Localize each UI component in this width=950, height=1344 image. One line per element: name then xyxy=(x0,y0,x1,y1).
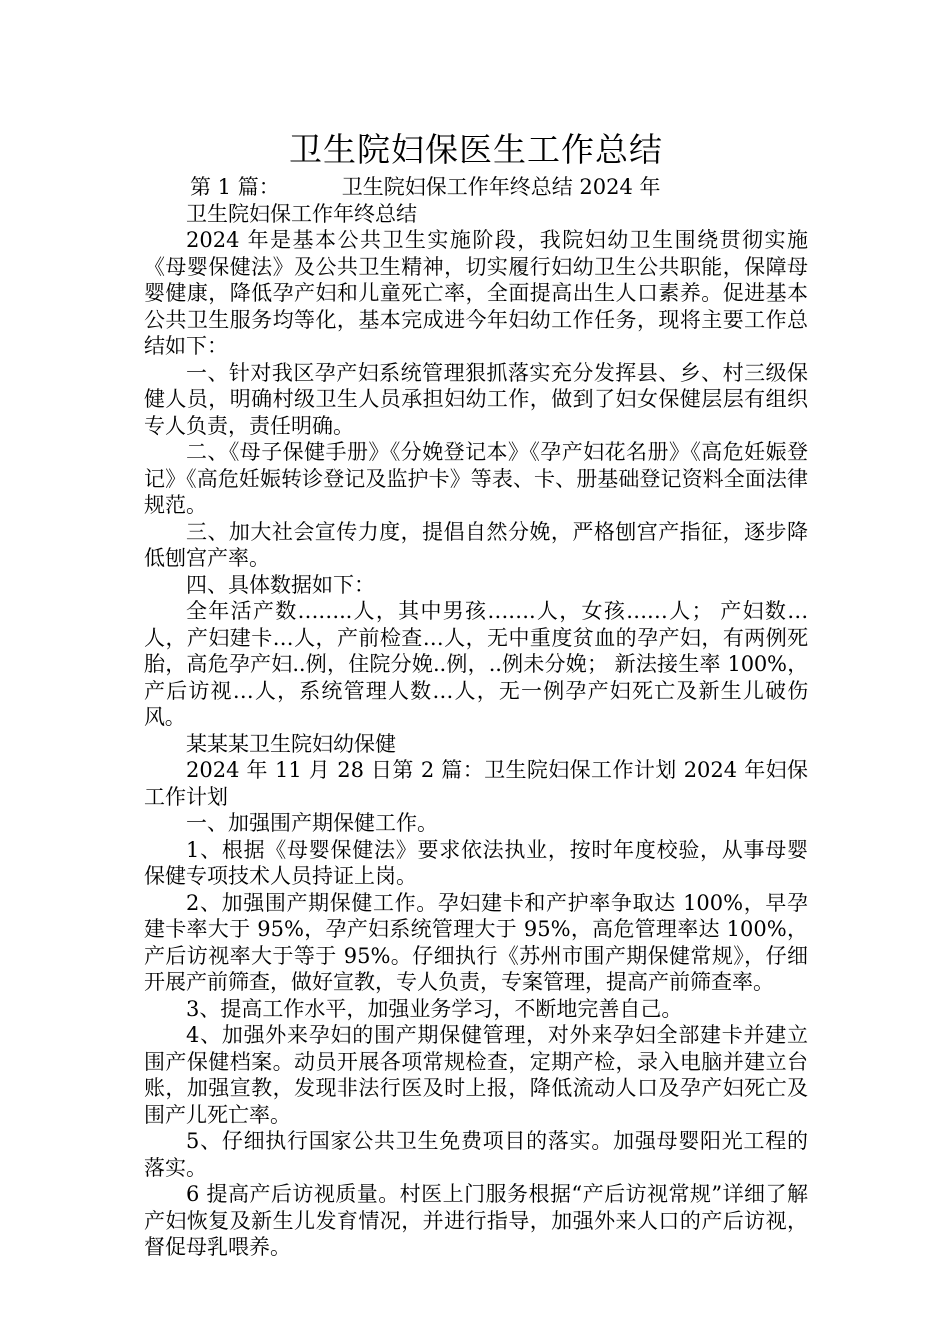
paragraph-plan-4: 4、加强外来孕妇的围产期保健管理，对外来孕妇全部建卡并建立围产保健档案。动员开展各项常规检查，定期产检，录入电脑并建立台账，加强宣教，发现非法行医及时上报，降低流动人口及孕产妇死亡及围产儿死亡率。 xyxy=(144,1023,808,1127)
paragraph-item-2: 二、《母子保健手册》《分娩登记本》《孕产妇花名册》《高危妊娠登记》《高危妊娠转诊登记及监护卡》等表、卡、册基础登记资料全面法律规范。 xyxy=(144,440,808,517)
section-number: 第 1 篇： xyxy=(190,175,280,199)
paragraph-data: 全年活产数……..人，其中男孩…….人，女孩……人； 产妇数…人，产妇建卡…人，产前检查…人，无中重度贫血的孕产妇，有两例死胎，高危孕产妇..例，住院分娩..例，..例未分娩； 新法接生率 100%，产后访视…人，系统管理人数…人，无一例孕产妇死亡及新生儿破伤风。 xyxy=(144,599,808,729)
paragraph-intro: 2024 年是基本公共卫生实施阶段，我院妇幼卫生围绕贯彻实施《母婴保健法》及公共卫生精神，切实履行妇幼卫生公共职能，保障母婴健康，降低孕产妇和儿童死亡率，全面提高出生人口素养。促进基本公共卫生服务均等化，基本完成进今年妇幼工作任务，现将主要工作总结如下： xyxy=(144,228,808,358)
paragraph-subheading: 卫生院妇保工作年终总结 xyxy=(186,201,417,226)
paragraph-plan-5: 5、仔细执行国家公共卫生免费项目的落实。加强母婴阳光工程的落实。 xyxy=(144,1129,808,1180)
paragraph-plan-2: 2、加强围产期保健工作。孕妇建卡和产护率争取达 100%，早孕建卡率大于 95%，孕产妇系统管理大于 95%，高危管理率达 100%，产后访视率大于等于 95%。仔细执行《苏州市围产期保健常规》，仔细开展产前筛查，做好宣教，专人负责，专案管理，提高产前筛查率。 xyxy=(144,890,808,994)
paragraph-item-3: 三、加大社会宣传力度，提倡自然分娩，严格刨宫产指征，逐步降低刨宫产率。 xyxy=(144,519,808,570)
section-title: 卫生院妇保工作年终总结 2024 年 xyxy=(341,175,661,199)
paragraph-signature: 某某某卫生院妇幼保健 xyxy=(186,731,396,756)
document-page xyxy=(144,128,808,1261)
paragraph-date-section-2: 2024 年 11 月 28 日第 2 篇：卫生院妇保工作计划 2024 年妇保工作计划 xyxy=(144,758,808,809)
paragraph-plan-heading: 一、加强围产期保健工作。 xyxy=(186,811,438,835)
section-header xyxy=(144,174,808,201)
paragraph-item-4: 四、具体数据如下： xyxy=(186,572,375,597)
paragraph-plan-6: 6 提高产后访视质量。村医上门服务根据“产后访视常规”详细了解产妇恢复及新生儿发育情况，并进行指导，加强外来人口的产后访视，督促母乳喂养。 xyxy=(144,1182,808,1259)
paragraph-plan-1: 1、根据《母婴保健法》要求依法执业，按时年度校验，从事母婴保健专项技术人员持证上岗。 xyxy=(144,837,808,888)
paragraph-item-1: 一、针对我区孕产妇系统管理狠抓落实充分发挥县、乡、村三级保健人员，明确村级卫生人员承担妇幼工作，做到了妇女保健层层有组织专人负责，责任明确。 xyxy=(144,360,808,438)
paragraph-plan-3: 3、提高工作水平，加强业务学习，不断地完善自己。 xyxy=(186,996,683,1021)
document-title: 卫生院妇保医生工作总结 xyxy=(289,130,663,169)
